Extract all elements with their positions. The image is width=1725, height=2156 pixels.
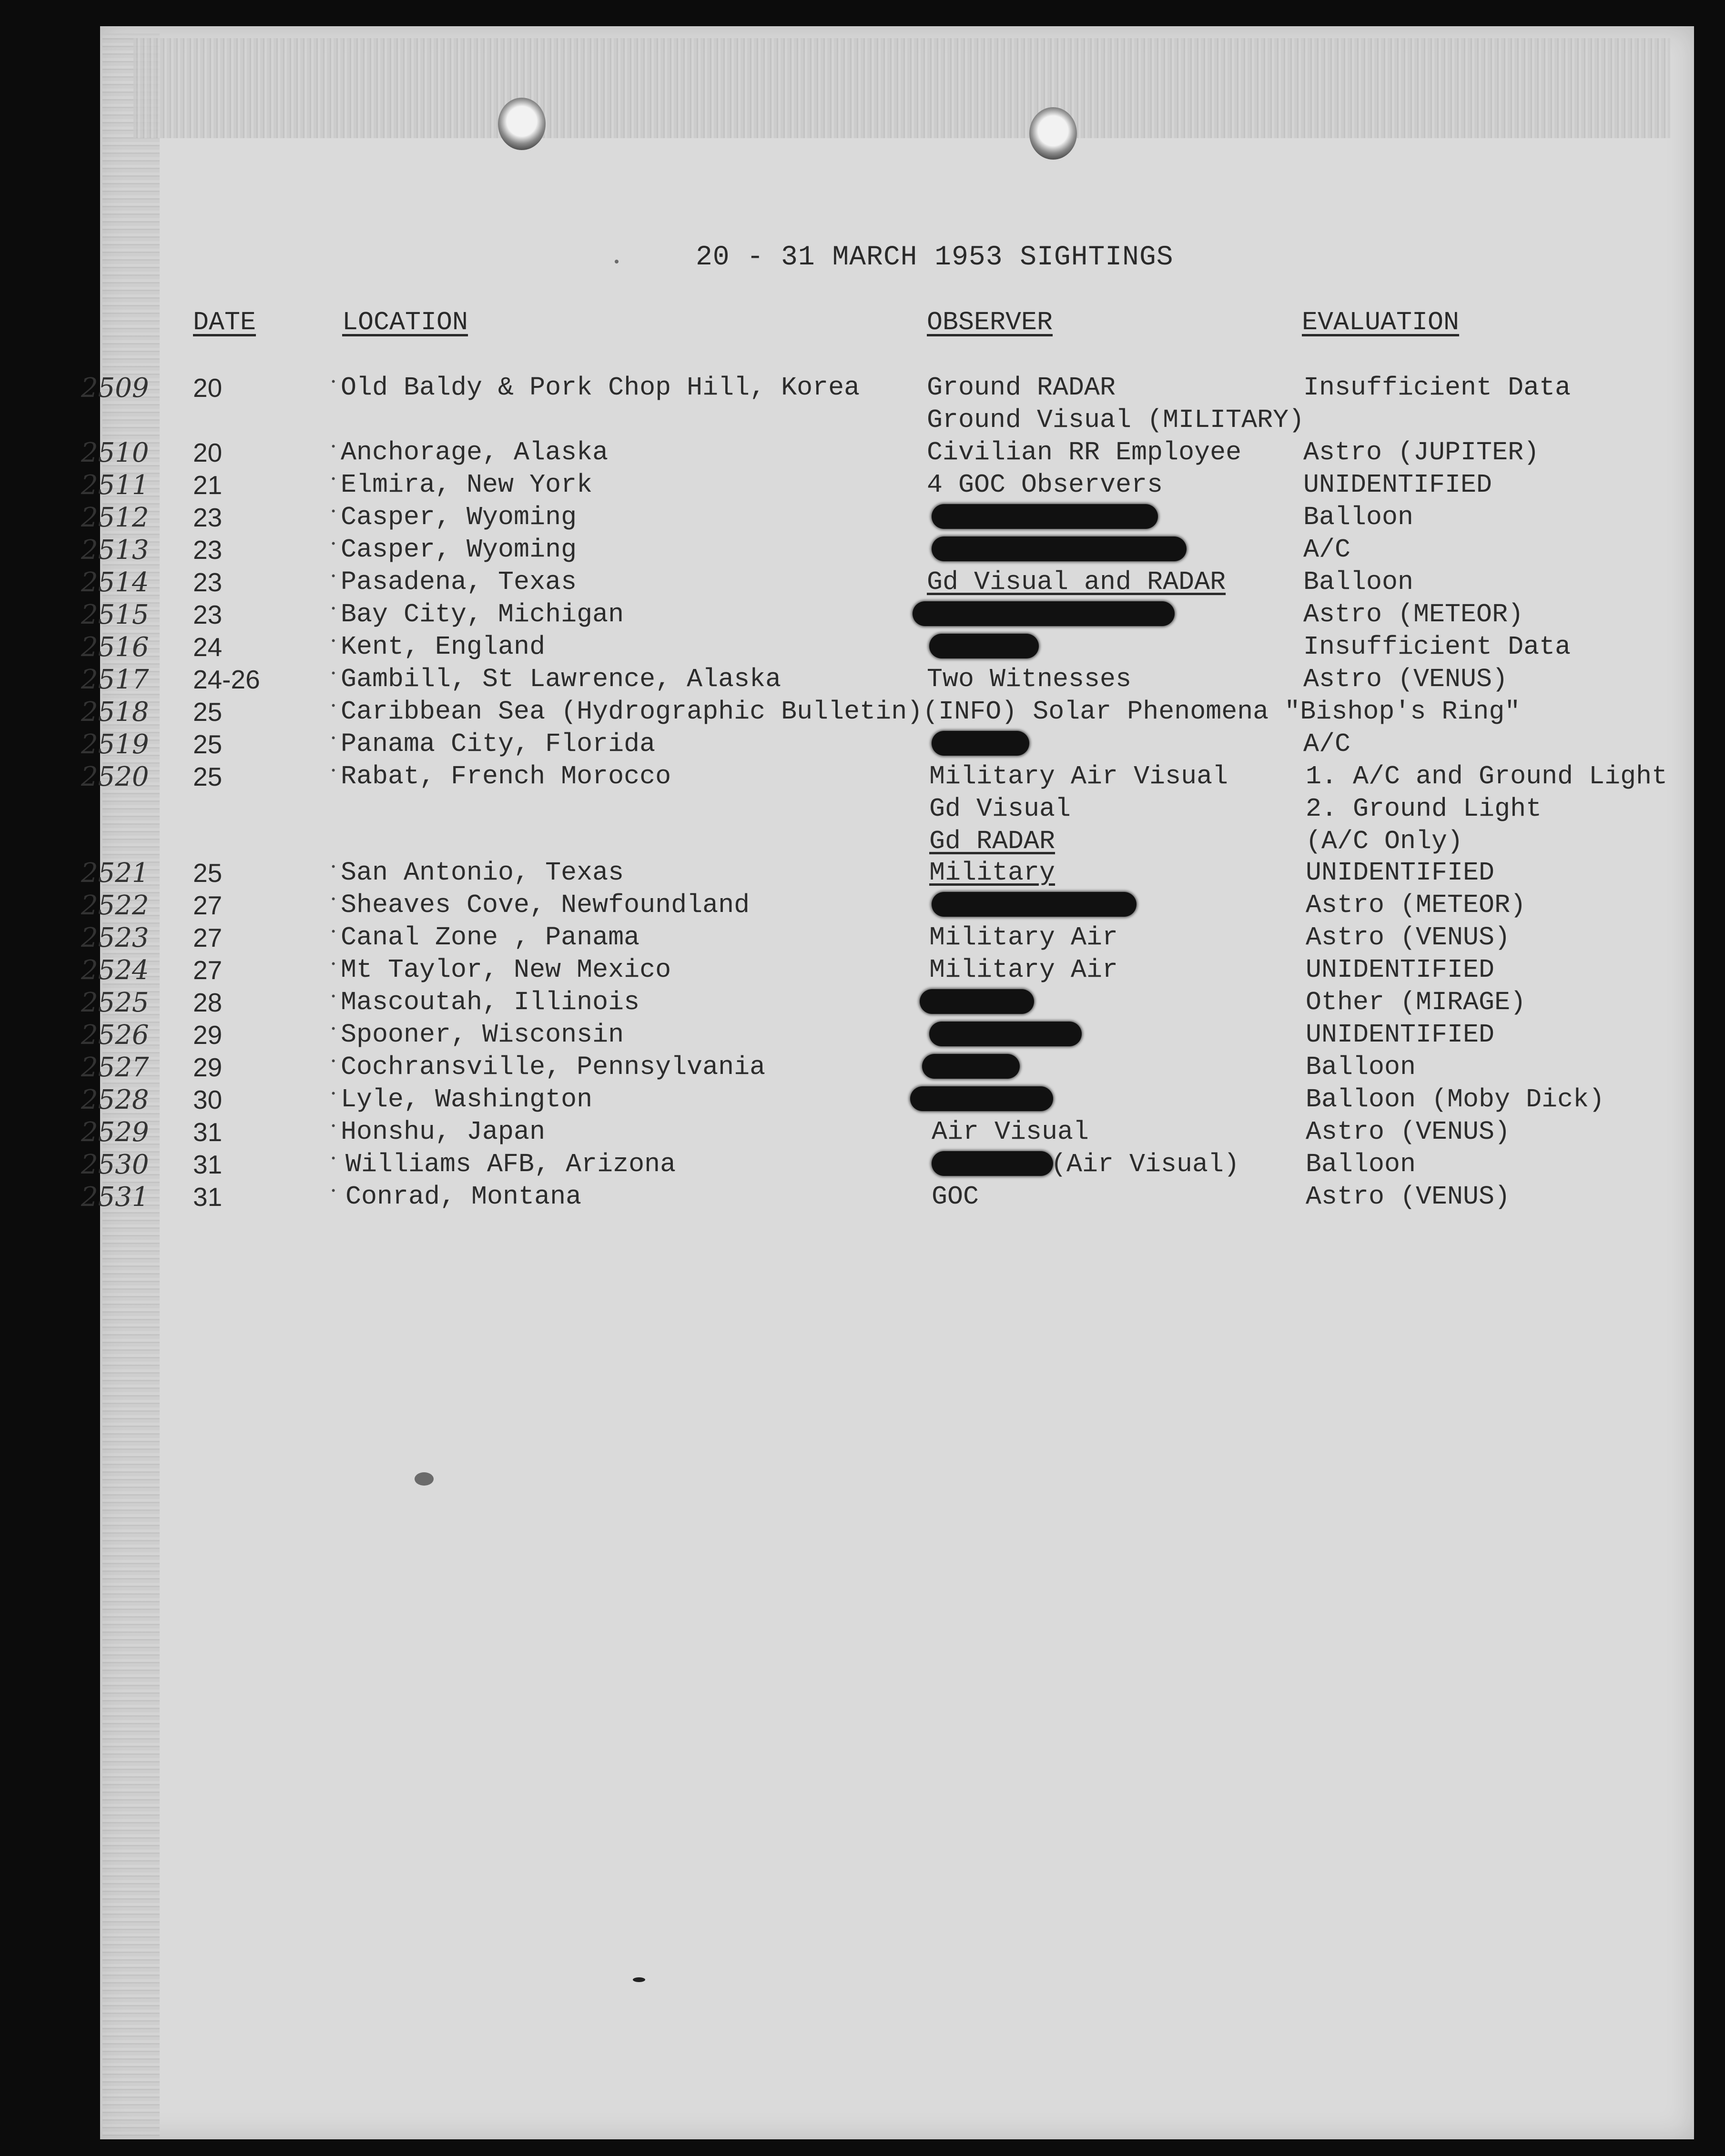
table-row bbox=[0, 922, 1725, 955]
observer-cell: Two Witnesses bbox=[927, 664, 1132, 694]
tick-mark: • bbox=[330, 538, 337, 550]
date-cell: 31 bbox=[193, 1182, 223, 1212]
evaluation-cell: UNIDENTIFIED bbox=[1306, 858, 1495, 888]
table-row bbox=[0, 405, 1725, 437]
ink-speck bbox=[615, 260, 619, 263]
tick-mark: • bbox=[330, 894, 337, 906]
observer-cell: 4 GOC Observers bbox=[927, 470, 1163, 500]
case-number: 2520 bbox=[81, 761, 149, 792]
header-evaluation: EVALUATION bbox=[1302, 307, 1460, 337]
tick-mark: • bbox=[330, 506, 337, 518]
evaluation-cell: Astro (METEOR) bbox=[1306, 890, 1526, 920]
document-title: 20 - 31 MARCH 1953 SIGHTINGS bbox=[696, 242, 1174, 273]
case-number: 2511 bbox=[81, 470, 149, 501]
evaluation-cell: Balloon (Moby Dick) bbox=[1306, 1084, 1605, 1114]
observer-cell: Gd Visual and RADAR bbox=[927, 567, 1226, 597]
evaluation-cell: Balloon bbox=[1303, 567, 1414, 597]
date-cell: 25 bbox=[193, 729, 223, 759]
table-row bbox=[0, 794, 1725, 826]
binder-strip bbox=[133, 38, 1670, 138]
tick-mark: • bbox=[330, 603, 337, 615]
table-row bbox=[0, 1117, 1725, 1149]
date-cell: 27 bbox=[193, 923, 223, 952]
table-row bbox=[0, 1052, 1725, 1084]
table-row bbox=[0, 890, 1725, 922]
location-cell: Casper, Wyoming bbox=[341, 502, 577, 532]
location-cell: Mascoutah, Illinois bbox=[341, 987, 640, 1017]
table-row bbox=[0, 729, 1725, 761]
tick-mark: • bbox=[330, 733, 337, 745]
observer-cell: Military bbox=[929, 858, 1055, 888]
tick-mark: • bbox=[330, 1153, 337, 1165]
table-row bbox=[0, 858, 1725, 890]
location-cell: Panama City, Florida bbox=[341, 729, 656, 759]
redaction-mark bbox=[932, 892, 1136, 917]
tick-mark: • bbox=[330, 441, 337, 453]
location-cell: Cochransville, Pennsylvania bbox=[341, 1052, 766, 1082]
case-number: 2531 bbox=[81, 1182, 149, 1213]
table-row bbox=[0, 373, 1725, 405]
redaction-mark bbox=[910, 1086, 1053, 1111]
date-cell: 29 bbox=[193, 1020, 223, 1050]
case-number: 2519 bbox=[81, 729, 149, 760]
date-cell: 25 bbox=[193, 697, 223, 727]
tick-mark: • bbox=[330, 926, 337, 938]
evaluation-cell: Astro (VENUS) bbox=[1306, 1117, 1511, 1147]
evaluation-cell: Astro (JUPITER) bbox=[1303, 437, 1540, 467]
date-cell: 20 bbox=[193, 438, 223, 467]
case-number: 2516 bbox=[81, 632, 149, 663]
observer-cell: (Air Visual) bbox=[1051, 1149, 1240, 1179]
location-cell: Pasadena, Texas bbox=[341, 567, 577, 597]
date-cell: 29 bbox=[193, 1053, 223, 1082]
location-cell: Caribbean Sea (Hydrographic Bulletin)(INFO) Solar Phenomena "Bishop's Ring" bbox=[341, 697, 1521, 727]
table-row bbox=[0, 987, 1725, 1020]
location-cell: Honshu, Japan bbox=[341, 1117, 546, 1147]
evaluation-cell: UNIDENTIFIED bbox=[1306, 955, 1495, 985]
tick-mark: • bbox=[330, 636, 337, 648]
location-cell: Anchorage, Alaska bbox=[341, 437, 609, 467]
date-cell: 31 bbox=[193, 1117, 223, 1147]
redaction-mark bbox=[913, 601, 1175, 626]
table-row bbox=[0, 567, 1725, 599]
case-number: 2510 bbox=[81, 437, 149, 468]
case-number: 2526 bbox=[81, 1020, 149, 1051]
date-cell: 27 bbox=[193, 955, 223, 985]
location-cell: Conrad, Montana bbox=[345, 1182, 582, 1212]
date-cell: 25 bbox=[193, 858, 223, 888]
date-cell: 30 bbox=[193, 1085, 223, 1114]
header-location: LOCATION bbox=[342, 307, 468, 337]
case-number: 2513 bbox=[81, 535, 149, 566]
case-number: 2523 bbox=[81, 922, 149, 953]
tick-mark: • bbox=[330, 991, 337, 1003]
tick-mark: • bbox=[330, 571, 337, 583]
tick-mark: • bbox=[330, 1088, 337, 1100]
evaluation-cell: Astro (METEOR) bbox=[1303, 599, 1524, 629]
table-row bbox=[0, 761, 1725, 794]
table-row bbox=[0, 599, 1725, 632]
case-number: 2524 bbox=[81, 955, 149, 986]
location-cell: Gambill, St Lawrence, Alaska bbox=[341, 664, 781, 694]
evaluation-cell: Balloon bbox=[1306, 1149, 1416, 1179]
date-cell: 23 bbox=[193, 503, 223, 532]
observer-cell: Military Air bbox=[929, 922, 1118, 952]
redaction-mark bbox=[932, 1151, 1053, 1176]
redaction-mark bbox=[920, 989, 1034, 1014]
case-number: 2530 bbox=[81, 1149, 149, 1180]
table-row bbox=[0, 826, 1725, 859]
table-row bbox=[0, 697, 1725, 729]
tick-mark: • bbox=[330, 1023, 337, 1035]
date-cell: 23 bbox=[193, 600, 223, 629]
redaction-mark bbox=[929, 1022, 1082, 1046]
location-cell: San Antonio, Texas bbox=[341, 858, 624, 888]
case-number: 2525 bbox=[81, 987, 149, 1018]
date-cell: 28 bbox=[193, 988, 223, 1017]
evaluation-cell: Insufficient Data bbox=[1303, 632, 1571, 662]
date-cell: 20 bbox=[193, 373, 223, 403]
date-cell: 24-26 bbox=[193, 665, 260, 694]
redaction-mark bbox=[932, 504, 1158, 529]
evaluation-cell: 1. A/C and Ground Light bbox=[1306, 761, 1668, 791]
observer-cell: GOC bbox=[932, 1182, 979, 1212]
evaluation-cell: UNIDENTIFIED bbox=[1306, 1020, 1495, 1050]
evaluation-cell: Balloon bbox=[1303, 502, 1414, 532]
location-cell: Casper, Wyoming bbox=[341, 535, 577, 565]
case-number: 2521 bbox=[81, 858, 149, 889]
observer-cell: Gd Visual bbox=[929, 794, 1071, 824]
table-row bbox=[0, 502, 1725, 535]
observer-cell: Military Air bbox=[929, 955, 1118, 985]
evaluation-cell: Balloon bbox=[1306, 1052, 1416, 1082]
tick-mark: • bbox=[330, 861, 337, 873]
table-row bbox=[0, 664, 1725, 697]
case-number: 2517 bbox=[81, 664, 149, 695]
observer-cell: Military Air Visual bbox=[929, 761, 1228, 791]
table-row bbox=[0, 632, 1725, 664]
location-cell: Kent, England bbox=[341, 632, 546, 662]
case-number: 2509 bbox=[81, 373, 149, 404]
punch-hole-right bbox=[1029, 107, 1077, 160]
table-row bbox=[0, 437, 1725, 470]
case-number: 2527 bbox=[81, 1052, 149, 1083]
tick-mark: • bbox=[330, 700, 337, 712]
tick-mark: • bbox=[330, 376, 337, 388]
case-number: 2529 bbox=[81, 1117, 149, 1148]
case-number: 2512 bbox=[81, 502, 149, 533]
evaluation-cell: Insufficient Data bbox=[1303, 373, 1571, 403]
redaction-mark bbox=[922, 1054, 1020, 1079]
table-row bbox=[0, 1182, 1725, 1214]
location-cell: Rabat, French Morocco bbox=[341, 761, 671, 791]
location-cell: Lyle, Washington bbox=[341, 1084, 593, 1114]
tick-mark: • bbox=[330, 668, 337, 680]
date-cell: 25 bbox=[193, 762, 223, 791]
observer-cell: Civilian RR Employee bbox=[927, 437, 1242, 467]
table-row bbox=[0, 1084, 1725, 1117]
location-cell: Canal Zone , Panama bbox=[341, 922, 640, 952]
header-date: DATE bbox=[193, 307, 256, 337]
location-cell: Mt Taylor, New Mexico bbox=[341, 955, 671, 985]
observer-cell: Air Visual bbox=[932, 1117, 1089, 1147]
case-number: 2518 bbox=[81, 697, 149, 728]
tick-mark: • bbox=[330, 1056, 337, 1068]
observer-cell: Ground Visual (MILITARY) bbox=[927, 405, 1305, 435]
table-row bbox=[0, 535, 1725, 567]
evaluation-cell: Astro (VENUS) bbox=[1306, 1182, 1511, 1212]
evaluation-cell: A/C bbox=[1303, 535, 1351, 565]
date-cell: 31 bbox=[193, 1150, 223, 1179]
date-cell: 23 bbox=[193, 567, 223, 597]
tick-mark: • bbox=[330, 959, 337, 971]
table-row bbox=[0, 1149, 1725, 1182]
tick-mark: • bbox=[330, 474, 337, 486]
ink-speck bbox=[415, 1472, 434, 1486]
tick-mark: • bbox=[330, 1185, 337, 1197]
tick-mark: • bbox=[330, 1121, 337, 1133]
tick-mark: • bbox=[330, 765, 337, 777]
location-cell: Bay City, Michigan bbox=[341, 599, 624, 629]
case-number: 2514 bbox=[81, 567, 149, 598]
evaluation-cell: Astro (VENUS) bbox=[1303, 664, 1508, 694]
date-cell: 23 bbox=[193, 535, 223, 565]
table-row bbox=[0, 955, 1725, 987]
evaluation-cell: Astro (VENUS) bbox=[1306, 922, 1511, 952]
header-observer: OBSERVER bbox=[927, 307, 1053, 337]
redaction-mark bbox=[929, 634, 1039, 658]
case-number: 2515 bbox=[81, 599, 149, 630]
observer-cell: Ground RADAR bbox=[927, 373, 1116, 403]
evaluation-cell: UNIDENTIFIED bbox=[1303, 470, 1492, 500]
evaluation-cell: (A/C Only) bbox=[1306, 826, 1463, 856]
observer-cell: Gd RADAR bbox=[929, 826, 1055, 856]
date-cell: 24 bbox=[193, 632, 223, 662]
table-row bbox=[0, 470, 1725, 502]
case-number: 2522 bbox=[81, 890, 149, 921]
ink-speck bbox=[633, 1977, 645, 1982]
case-number: 2528 bbox=[81, 1084, 149, 1115]
location-cell: Williams AFB, Arizona bbox=[345, 1149, 676, 1179]
table-row bbox=[0, 1020, 1725, 1052]
location-cell: Old Baldy & Pork Chop Hill, Korea bbox=[341, 373, 860, 403]
punch-hole-left bbox=[498, 98, 546, 150]
redaction-mark bbox=[932, 536, 1187, 561]
evaluation-cell: Other (MIRAGE) bbox=[1306, 987, 1526, 1017]
redaction-mark bbox=[932, 731, 1029, 756]
evaluation-cell: 2. Ground Light bbox=[1306, 794, 1542, 824]
location-cell: Sheaves Cove, Newfoundland bbox=[341, 890, 750, 920]
date-cell: 27 bbox=[193, 891, 223, 920]
date-cell: 21 bbox=[193, 470, 223, 500]
location-cell: Spooner, Wisconsin bbox=[341, 1020, 624, 1050]
location-cell: Elmira, New York bbox=[341, 470, 593, 500]
evaluation-cell: A/C bbox=[1303, 729, 1351, 759]
